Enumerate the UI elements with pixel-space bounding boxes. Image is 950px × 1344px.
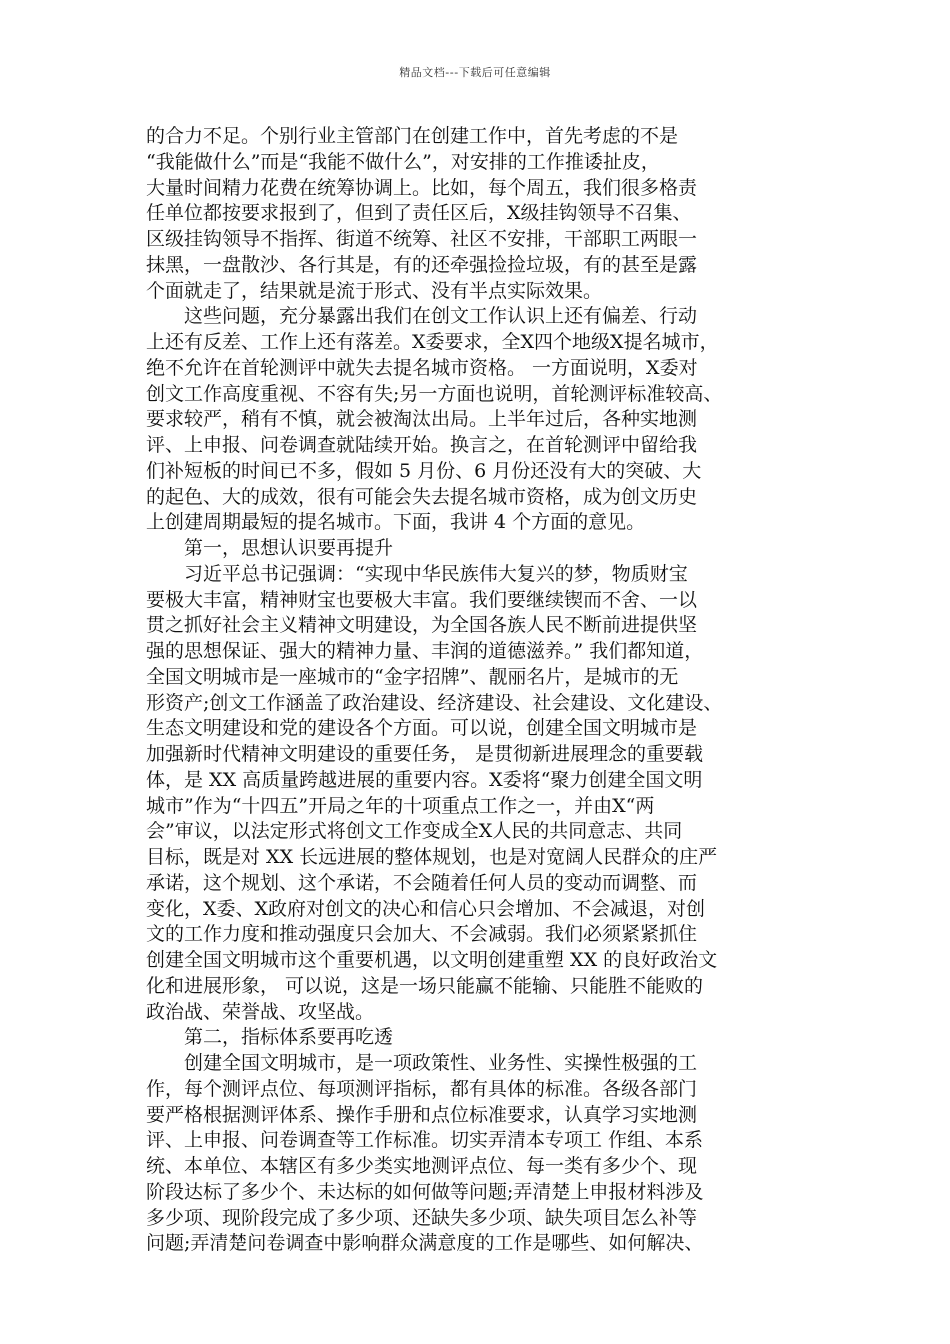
text-line: 统、本单位、本辖区有多少类实地测评点位、每一类有多少个、现 [146, 1155, 698, 1177]
text-line: 第一，思想认识要再提升 [146, 537, 394, 559]
text-line: 会”审议，以法定形式将创文工作变成全X人民的共同意志、共同 [146, 820, 683, 843]
body-text [146, 124, 836, 1257]
text-line: 第二，指标体系要再吃透 [146, 1026, 394, 1049]
text-line: 多少项、现阶段完成了多少项、还缺失多少项、缺失项目怎么补等 [146, 1206, 698, 1229]
text-line: 加强新时代精神文明建设的重要任务， 是贯彻新进展理念的重要载 [146, 743, 704, 765]
text-line: 这些问题，充分暴露出我们在创文工作认识上还有偏差、行动 [146, 305, 698, 328]
text-line: 政治战、荣誉战、攻坚战。 [146, 1000, 375, 1023]
text-line: 问题;弄清楚问卷调查中影响群众满意度的工作是哪些、如何解决、 [146, 1232, 704, 1255]
text-line: 全国文明城市是一座城市的“金字招牌”、靓丽名片，是城市的无 [146, 665, 679, 688]
text-line: 创建全国文明城市这个重要机遇，以文明创建重塑 XX 的良好政治文 [146, 949, 718, 971]
text-line: 任单位都按要求报到了，但到了责任区后，X级挂钩领导不召集、 [146, 202, 692, 225]
text-line: 大量时间精力花费在统筹协调上。比如，每个周五，我们很多格责 [146, 176, 698, 199]
text-line: 形资产;创文工作涵盖了政治建设、经济建设、社会建设、文化建设、 [146, 691, 723, 714]
text-line: 们补短板的时间已不多，假如 5 月份、6 月份还没有大的突破、大 [146, 459, 702, 482]
text-line: 城市”作为“十四五”开局之年的十项重点工作之一，并由X“两 [146, 794, 655, 817]
text-line: 阶段达标了多少个、未达标的如何做等问题;弄清楚上申报材料涉及 [146, 1180, 704, 1203]
text-line: 强的思想保证、强大的精神力量、丰润的道德滋养。” 我们都知道， [146, 640, 704, 662]
text-line: 创文工作高度重视、不容有失;另一方面也说明，首轮测评标准较高、 [146, 382, 723, 405]
text-line: 文的工作力度和推动强度只会加大、不会减弱。我们必须紧紧抓住 [146, 923, 698, 946]
text-line: “我能做什么”而是“我能不做什么”，对安排的工作推诿扯皮， [146, 150, 660, 173]
text-line: 个面就走了，结果就是流于形式、没有半点实际效果。 [146, 279, 603, 302]
text-line: 绝不允许在首轮测评中就失去提名城市资格。 一方面说明，X委对 [146, 356, 698, 379]
text-line: 创建全国文明城市，是一项政策性、业务性、实操性极强的工 [146, 1052, 698, 1074]
text-line: 的合力不足。个别行业主管部门在创建工作中，首先考虑的不是 [146, 125, 679, 147]
text-line: 体，是 XX 高质量跨越进展的重要内容。X委将“聚力创建全国文明 [146, 768, 703, 791]
text-line: 上还有反差、工作上还有落差。X委要求，全X四个地级X提名城市， [146, 331, 719, 353]
text-line: 贯之抓好社会主义精神文明建设，为全国各族人民不断前进提供坚 [146, 614, 698, 637]
text-line: 目标，既是对 XX 长远进展的整体规划，也是对宽阔人民群众的庄严 [146, 846, 718, 868]
text-line: 的起色、大的成效，很有可能会失去提名城市资格，成为创文历史 [146, 485, 698, 508]
text-line: 生态文明建设和党的建设各个方面。可以说，创建全国文明城市是 [146, 717, 698, 740]
text-line: 要求较严，稍有不慎，就会被淘汰出局。上半年过后，各种实地测 [146, 408, 698, 431]
text-line: 评、上申报、问卷调查等工作标准。切实弄清本专项工 作组、本系 [146, 1129, 704, 1152]
text-line: 区级挂钩领导不指挥、街道不统筹、社区不安排，干部职工两眼一 [146, 228, 698, 250]
text-line: 作，每个测评点位、每项测评指标，都有具体的标准。各级各部门 [146, 1077, 698, 1100]
text-line: 要严格根据测评体系、操作手册和点位标准要求，认真学习实地测 [146, 1103, 698, 1126]
text-line: 变化，X委、X政府对创文的决心和信心只会增加、不会减退，对创 [146, 897, 706, 920]
text-line: 承诺，这个规划、这个承诺，不会随着任何人员的变动而调整、而 [146, 871, 698, 894]
text-line: 要极大丰富，精神财宝也要极大丰富。我们要继续锲而不舍、一以 [146, 588, 698, 611]
text-line: 习近平总书记强调：“实现中华民族伟大复兴的梦，物质财宝 [146, 562, 688, 585]
text-line: 上创建周期最短的提名城市。下面，我讲 4 个方面的意见。 [146, 511, 646, 534]
text-line: 抹黑，一盘散沙、各行其是，有的还牵强捡捡垃圾，有的甚至是露 [146, 253, 698, 276]
text-line: 化和进展形象， 可以说，这是一场只能赢不能输、只能胜不能败的 [146, 974, 704, 997]
page-header: 精品文档---下载后可任意编辑 [399, 66, 551, 79]
text-line: 评、上申报、问卷调查就陆续开始。换言之，在首轮测评中留给我 [146, 434, 698, 456]
